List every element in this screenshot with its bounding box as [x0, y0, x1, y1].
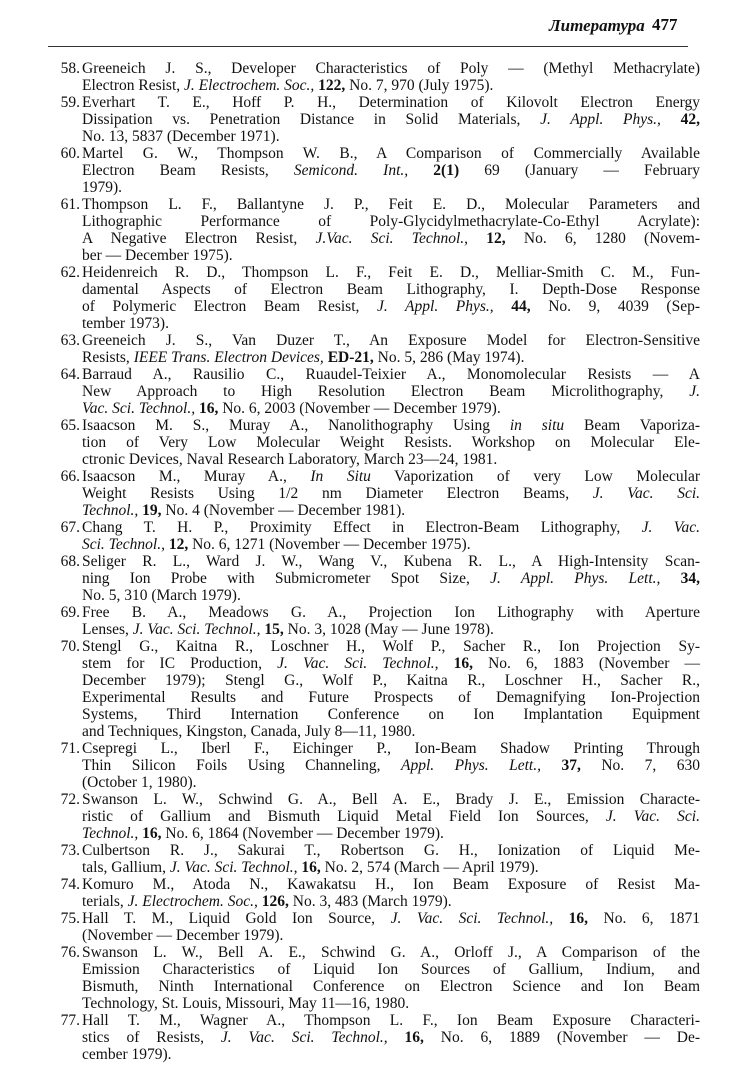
- reference-text: terials,: [82, 893, 128, 910]
- reference-text: Electron Beam Resists,: [82, 162, 294, 179]
- reference-text: ning Ion Probe with Submicrometer Spot Size,: [82, 570, 491, 587]
- reference-text: Csepregi L., Iberl F., Eichinger P., Ion-Beam Shadow Printing Through: [82, 740, 700, 757]
- journal-title: J.Vac. Sci. Technol.,: [315, 230, 469, 247]
- reference-text: stics of Resists,: [82, 1029, 221, 1046]
- reference-text: No. 4 (November — December 1981).: [161, 502, 406, 519]
- reference-line: [82, 162, 700, 179]
- reference-text: Hall T. M., Wagner A., Thompson L. F., Ion Beam Exposure Characteri-: [82, 1012, 700, 1029]
- reference-line: [82, 60, 700, 77]
- journal-title: J. Electrochem. Soc.,: [127, 893, 258, 910]
- reference-text: Beam Vaporiza-: [564, 417, 700, 434]
- volume-number: 37,: [561, 757, 581, 774]
- reference-text: No. 5, 310 (March 1979).: [82, 587, 241, 604]
- reference-line: [82, 740, 700, 757]
- reference-line: [82, 655, 700, 672]
- volume-number: 12,: [168, 536, 189, 553]
- reference-text: damental Aspects of Electron Beam Lithography, I. Depth-Dose Response: [82, 281, 700, 298]
- reference-item: [44, 196, 700, 264]
- volume-number: 126,: [261, 893, 289, 910]
- reference-text: Technology, St. Louis, Missouri, May 11—16, 1980.: [82, 995, 410, 1012]
- reference-number: 70.: [60, 638, 80, 655]
- reference-text: Komuro M., Atoda N., Kawakatsu H., Ion Beam Exposure of Resist Ma-: [82, 876, 700, 893]
- volume-number: 16,: [301, 859, 321, 876]
- reference-text: and Techniques, Kingston, Canada, July 8—11, 1980.: [82, 723, 416, 740]
- reference-list: [44, 60, 700, 1063]
- volume-number: 2(1): [433, 162, 460, 179]
- reference-line: [82, 1046, 700, 1063]
- reference-line: [82, 417, 700, 434]
- reference-text: No. 9, 4039 (Sep-: [530, 298, 700, 315]
- journal-title: IEEE Trans. Electron Devices,: [133, 349, 324, 366]
- section-title: Литература: [549, 16, 645, 35]
- reference-text: Weight Resists Using 1/2 nm Diameter Electron Beams,: [82, 485, 593, 502]
- reference-text: Greeneich J. S., Developer Characteristics of Poly — (Methyl Methacrylate): [82, 60, 700, 77]
- volume-number: 16,: [404, 1029, 424, 1046]
- reference-text: Swanson L. W., Schwind G. A., Bell A. E., Brady J. E., Emission Characte-: [82, 791, 700, 808]
- reference-line: [82, 808, 700, 825]
- reference-text: Isaacson M. S., Muray A., Nanolithography Using: [82, 417, 510, 434]
- reference-number: 75.: [60, 910, 80, 927]
- volume-number: 16,: [568, 910, 589, 927]
- reference-text: [660, 570, 680, 587]
- header-rule: [48, 46, 688, 47]
- reference-text: Everhart T. E., Hoff P. H., Determination of Kilovolt Electron Energy: [82, 94, 700, 111]
- reference-line: [82, 179, 700, 196]
- volume-number: 122,: [318, 77, 346, 94]
- reference-line: [82, 672, 700, 689]
- reference-number: 65.: [60, 417, 80, 434]
- reference-line: [82, 774, 700, 791]
- reference-number: 72.: [60, 791, 80, 808]
- reference-line: [82, 842, 700, 859]
- reference-text: No. 5, 286 (May 1974).: [373, 349, 525, 366]
- reference-line: [82, 825, 700, 842]
- reference-line: [82, 502, 700, 519]
- reference-text: Experimental Results and Future Prospects of Demagnifying Ion-Projection: [82, 689, 700, 706]
- reference-line: [82, 281, 700, 298]
- reference-line: [82, 145, 700, 162]
- journal-title: J. Vac.: [641, 519, 700, 536]
- reference-text: Vaporization of very Low Molecular: [370, 468, 700, 485]
- reference-item: [44, 417, 700, 468]
- volume-number: 16,: [198, 400, 219, 417]
- journal-title: J. Appl. Phys.,: [376, 298, 494, 315]
- reference-line: [82, 400, 700, 417]
- journal-title: Semicond. Int.,: [293, 162, 409, 179]
- reference-line: [82, 604, 700, 621]
- reference-line: [82, 893, 700, 910]
- journal-title: J. Vac. Sci. Technol.,: [277, 655, 439, 672]
- volume-number: 42,: [680, 111, 700, 128]
- reference-text: [553, 910, 569, 927]
- journal-title: Technol.,: [82, 825, 139, 842]
- reference-number: 58.: [60, 60, 80, 77]
- reference-text: No. 13, 5837 (December 1971).: [82, 128, 280, 145]
- reference-number: 69.: [60, 604, 80, 621]
- reference-text: stem for IC Production,: [82, 655, 278, 672]
- reference-text: 1979).: [82, 179, 123, 196]
- reference-number: 77.: [60, 1012, 80, 1029]
- volume-number: 16,: [142, 825, 162, 842]
- reference-line: [82, 570, 700, 587]
- journal-title: Technol.,: [82, 502, 139, 519]
- reference-text: ber — December 1975).: [82, 247, 233, 264]
- journal-title: J. Vac. Sci. Technol.,: [169, 859, 298, 876]
- reference-line: [82, 791, 700, 808]
- reference-line: [82, 927, 700, 944]
- reference-text: ctronic Devices, Naval Research Laboratory, March 23—24, 1981.: [82, 451, 498, 468]
- reference-text: Chang T. H. P., Proximity Effect in Electron-Beam Lithography,: [82, 519, 642, 536]
- reference-line: [82, 196, 700, 213]
- reference-text: Electron Resist,: [82, 77, 185, 94]
- reference-text: [388, 1029, 405, 1046]
- journal-title: J.: [689, 383, 700, 400]
- reference-text: Thompson L. F., Ballantyne J. P., Feit E. D., Molecular Parameters and: [82, 196, 700, 213]
- reference-line: [82, 621, 700, 638]
- reference-item: [44, 876, 700, 910]
- reference-text: tember 1973).: [82, 315, 169, 332]
- reference-text: Free B. A., Meadows G. A., Projection Ion Lithography with Aperture: [82, 604, 700, 621]
- reference-number: 73.: [60, 842, 80, 859]
- reference-text: No. 6, 1889 (November — De-: [423, 1029, 700, 1046]
- reference-item: [44, 60, 700, 94]
- reference-item: [44, 740, 700, 791]
- reference-text: (October 1, 1980).: [82, 774, 197, 791]
- reference-line: [82, 1012, 700, 1029]
- reference-text: A Negative Electron Resist,: [82, 230, 316, 247]
- reference-text: Culbertson R. J., Sakurai T., Robertson G. H., Ionization of Liquid Me-: [82, 842, 700, 859]
- reference-line: [82, 876, 700, 893]
- reference-text: 69 (January — February: [459, 162, 700, 179]
- journal-title: J. Electrochem. Soc.,: [184, 77, 315, 94]
- reference-line: [82, 689, 700, 706]
- reference-text: [439, 655, 454, 672]
- reference-number: 71.: [60, 740, 80, 757]
- reference-item: [44, 842, 700, 876]
- reference-text: No. 3, 1028 (May — June 1978).: [283, 621, 494, 638]
- reference-text: December 1979); Stengl G., Wolf P., Kaitna R., Loschner H., Sacher R.,: [82, 672, 700, 689]
- reference-number: 64.: [60, 366, 80, 383]
- volume-number: ED-21,: [327, 349, 374, 366]
- reference-line: [82, 485, 700, 502]
- reference-item: [44, 94, 700, 145]
- reference-number: 68.: [60, 553, 80, 570]
- journal-title: J. Vac. Sci.: [605, 808, 700, 825]
- volume-number: 44,: [511, 298, 531, 315]
- reference-number: 63.: [60, 332, 80, 349]
- journal-title: In Situ: [310, 468, 371, 485]
- reference-text: Resists,: [82, 349, 134, 366]
- reference-text: Heidenreich R. D., Thompson L. F., Feit E. D., Melliar-Smith C. M., Fun-: [82, 264, 700, 281]
- reference-text: No. 6, 1271 (November — December 1975).: [188, 536, 471, 553]
- journal-title: J. Appl. Phys.,: [540, 111, 661, 128]
- reference-line: [82, 213, 700, 230]
- reference-line: [82, 247, 700, 264]
- reference-line: [82, 910, 700, 927]
- reference-item: [44, 553, 700, 604]
- reference-text: Martel G. W., Thompson W. B., A Comparison of Commercially Available: [82, 145, 700, 162]
- reference-item: [44, 468, 700, 519]
- journal-title: J. Vac. Sci. Technol.,: [390, 910, 554, 927]
- reference-text: [541, 757, 561, 774]
- reference-item: [44, 264, 700, 332]
- reference-text: Lenses,: [82, 621, 133, 638]
- reference-line: [82, 995, 700, 1012]
- reference-line: [82, 383, 700, 400]
- volume-number: 16,: [453, 655, 473, 672]
- reference-text: New Approach to High Resolution Electron Beam Microlithography,: [82, 383, 690, 400]
- reference-line: [82, 451, 700, 468]
- reference-line: [82, 128, 700, 145]
- reference-text: No. 6, 1864 (November — December 1979).: [161, 825, 444, 842]
- reference-text: No. 6, 1883 (November —: [473, 655, 701, 672]
- reference-item: [44, 638, 700, 740]
- reference-text: ristic of Gallium and Bismuth Liquid Metal Field Ion Sources,: [82, 808, 606, 825]
- reference-line: [82, 434, 700, 451]
- reference-text: Isaacson M., Muray A.,: [82, 468, 311, 485]
- reference-line: [82, 723, 700, 740]
- reference-text: Swanson L. W., Bell A. E., Schwind G. A., Orloff J., A Comparison of the: [82, 944, 700, 961]
- reference-item: [44, 1012, 700, 1063]
- reference-number: 74.: [60, 876, 80, 893]
- reference-text: [661, 111, 681, 128]
- reference-text: No. 7, 970 (July 1975).: [345, 77, 494, 94]
- reference-line: [82, 1029, 700, 1046]
- reference-text: of Polymeric Electron Beam Resist,: [82, 298, 377, 315]
- journal-title: J. Appl. Phys. Lett.,: [490, 570, 661, 587]
- reference-text: tals, Gallium,: [82, 859, 170, 876]
- journal-title: J. Vac. Sci.: [592, 485, 700, 502]
- reference-number: 76.: [60, 944, 80, 961]
- journal-title: J. Vac. Sci. Technol.,: [132, 621, 261, 638]
- reference-text: No. 6, 1280 (Novem-: [505, 230, 701, 247]
- reference-number: 61.: [60, 196, 80, 213]
- reference-line: [82, 978, 700, 995]
- reference-line: [82, 553, 700, 570]
- reference-text: Hall T. M., Liquid Gold Ion Source,: [82, 910, 391, 927]
- reference-line: [82, 332, 700, 349]
- journal-title: in situ: [509, 417, 565, 434]
- reference-text: [468, 230, 486, 247]
- reference-number: 59.: [60, 94, 80, 111]
- journal-title: Appl. Phys. Lett.,: [401, 757, 541, 774]
- reference-text: Thin Silicon Foils Using Channeling,: [82, 757, 401, 774]
- reference-line: [82, 757, 700, 774]
- journal-title: J. Vac. Sci. Technol.,: [220, 1029, 388, 1046]
- reference-text: Emission Characteristics of Liquid Ion Sources of Gallium, Indium, and: [82, 961, 700, 978]
- reference-line: [82, 468, 700, 485]
- reference-text: Barraud A., Rausilio C., Ruaudel-Teixier A., Monomolecular Resists — A: [82, 366, 700, 383]
- page-number: 477: [652, 15, 678, 34]
- reference-text: (November — December 1979).: [82, 927, 284, 944]
- reference-line: [82, 587, 700, 604]
- reference-item: [44, 910, 700, 944]
- reference-line: [82, 315, 700, 332]
- reference-text: No. 6, 1871: [588, 910, 700, 927]
- journal-title: Sci. Technol.,: [82, 536, 165, 553]
- reference-text: [494, 298, 512, 315]
- reference-number: 67.: [60, 519, 80, 536]
- reference-item: [44, 332, 700, 366]
- reference-line: [82, 706, 700, 723]
- reference-text: No. 7, 630: [580, 757, 700, 774]
- reference-line: [82, 94, 700, 111]
- reference-text: tion of Very Low Molecular Weight Resists. Workshop on Molecular Ele-: [82, 434, 700, 451]
- reference-line: [82, 366, 700, 383]
- volume-number: 34,: [680, 570, 701, 587]
- reference-item: [44, 604, 700, 638]
- reference-item: [44, 791, 700, 842]
- reference-item: [44, 519, 700, 553]
- reference-line: [82, 536, 700, 553]
- reference-text: Systems, Third Internation Conference on Ion Implantation Equipment: [82, 706, 700, 723]
- reference-text: Dissipation vs. Penetration Distance in Solid Materials,: [82, 111, 541, 128]
- journal-title: Vac. Sci. Technol.,: [82, 400, 196, 417]
- reference-line: [82, 298, 700, 315]
- reference-item: [44, 366, 700, 417]
- reference-item: [44, 145, 700, 196]
- reference-line: [82, 264, 700, 281]
- reference-text: [408, 162, 433, 179]
- volume-number: 15,: [264, 621, 284, 638]
- reference-line: [82, 944, 700, 961]
- reference-text: Bismuth, Ninth International Conference on Electron Science and Ion Beam: [82, 978, 700, 995]
- running-header: [0, 14, 742, 38]
- reference-line: [82, 349, 700, 366]
- reference-text: Lithographic Performance of Poly-Glycidylmethacrylate-Co-Ethyl Acrylate):: [82, 213, 700, 230]
- reference-number: 62.: [60, 264, 80, 281]
- volume-number: 19,: [142, 502, 162, 519]
- reference-text: Stengl G., Kaitna R., Loschner H., Wolf P., Sacher R., Ion Projection Sy-: [82, 638, 700, 655]
- reference-number: 66.: [60, 468, 80, 485]
- reference-text: cember 1979).: [82, 1046, 172, 1063]
- volume-number: 12,: [486, 230, 506, 247]
- reference-line: [82, 519, 700, 536]
- reference-line: [82, 859, 700, 876]
- reference-number: 60.: [60, 145, 80, 162]
- reference-text: Seliger R. L., Ward J. W., Wang V., Kubena R. L., A High-Intensity Scan-: [82, 553, 700, 570]
- reference-text: No. 2, 574 (March — April 1979).: [320, 859, 539, 876]
- reference-line: [82, 77, 700, 94]
- reference-line: [82, 111, 700, 128]
- reference-text: Greeneich J. S., Van Duzer T., An Exposure Model for Electron-Sensitive: [82, 332, 700, 349]
- reference-line: [82, 638, 700, 655]
- reference-text: No. 6, 2003 (November — December 1979).: [218, 400, 501, 417]
- reference-line: [82, 230, 700, 247]
- reference-item: [44, 944, 700, 1012]
- reference-line: [82, 961, 700, 978]
- reference-text: No. 3, 483 (March 1979).: [288, 893, 452, 910]
